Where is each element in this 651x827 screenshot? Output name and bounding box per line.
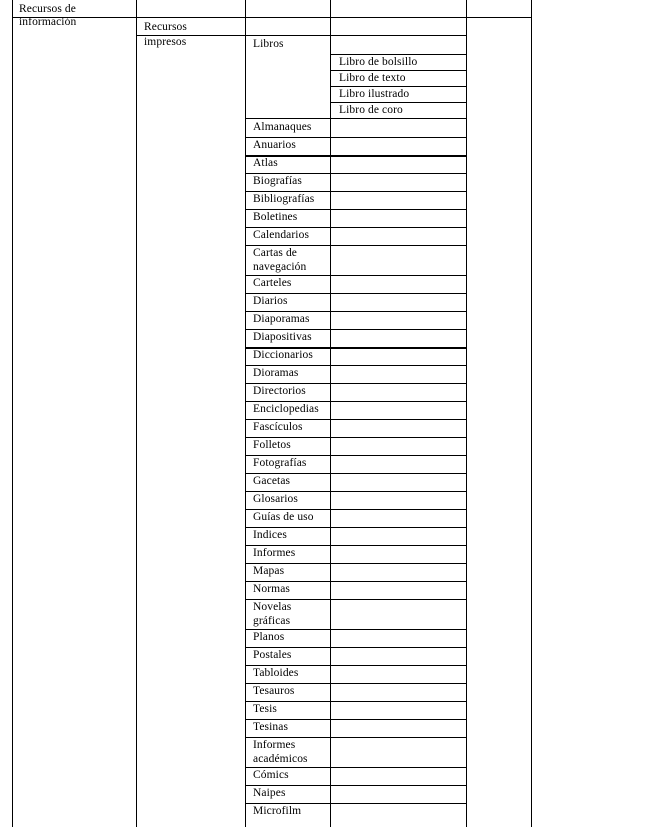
libros-subitem: Libro de texto — [339, 72, 406, 84]
col-border-left — [12, 0, 13, 827]
resource-item-label: Diarios — [253, 295, 288, 307]
libros-label: Libros — [253, 38, 284, 50]
resource-item-label: Diapositivas — [253, 331, 312, 343]
resource-item-label: Microfilm — [253, 805, 302, 817]
resource-item-label: Gacetas — [253, 475, 291, 487]
col2-label-line1: Recursos — [144, 21, 187, 33]
resource-item-label: Indices — [253, 529, 287, 541]
resource-item-label: Novelas — [253, 601, 292, 613]
col1-label-line2: información — [19, 16, 77, 28]
resource-item-label: Normas — [253, 583, 291, 595]
resource-row-border — [245, 155, 467, 157]
resource-item-label: Dioramas — [253, 367, 299, 379]
resource-item-label: Glosarios — [253, 493, 298, 505]
resource-item-label: Postales — [253, 649, 292, 661]
libros-subitem: Libro de bolsillo — [339, 56, 418, 68]
col2-label-line2: impresos — [144, 36, 187, 48]
resource-item-label: Enciclopedias — [253, 403, 319, 415]
resource-item-label: Carteles — [253, 277, 292, 289]
col1-label-line1: Recursos de — [19, 3, 76, 15]
col-border-1 — [136, 0, 137, 827]
resource-item-label: Biografías — [253, 175, 302, 187]
resource-item-label: Almanaques — [253, 121, 312, 133]
resource-item-label: Planos — [253, 631, 285, 643]
resource-item-label: Diccionarios — [253, 349, 313, 361]
resource-item-label: gráficas — [253, 615, 291, 627]
libros-subitem: Libro de coro — [339, 104, 403, 116]
resource-item-label: Calendarios — [253, 229, 310, 241]
resource-item-label: Tesauros — [253, 685, 295, 697]
libros-subitem: Libro ilustrado — [339, 88, 410, 100]
libros-bottom — [245, 118, 467, 119]
resource-item-label: Tesinas — [253, 721, 289, 733]
resource-item-label: Tabloides — [253, 667, 299, 679]
resource-item-label: Naipes — [253, 787, 286, 799]
col-border-4 — [466, 0, 467, 827]
col-border-3 — [330, 0, 331, 827]
resource-item-label: Tesis — [253, 703, 277, 715]
resource-item-label: Cómics — [253, 769, 289, 781]
resource-item-label: Atlas — [253, 157, 278, 169]
resource-item-label: Anuarios — [253, 139, 296, 151]
resource-row-border — [245, 701, 467, 702]
col-border-2 — [245, 0, 246, 827]
resource-item-label: Informes — [253, 547, 296, 559]
resource-item-label: Fotografías — [253, 457, 307, 469]
resource-item-label: navegación — [253, 261, 307, 273]
resource-item-label: Diaporamas — [253, 313, 310, 325]
resource-item-label: Directorios — [253, 385, 306, 397]
row-border-top — [12, 17, 532, 18]
resource-item-label: académicos — [253, 753, 308, 765]
resource-item-label: Bibliografías — [253, 193, 315, 205]
resource-item-label: Fascículos — [253, 421, 303, 433]
resource-item-label: Mapas — [253, 565, 285, 577]
resource-item-label: Cartas de — [253, 247, 298, 259]
resource-item-label: Informes — [253, 739, 296, 751]
resource-item-label: Boletines — [253, 211, 298, 223]
col-border-right — [531, 0, 532, 827]
resource-item-label: Guías de uso — [253, 511, 314, 523]
resource-item-label: Folletos — [253, 439, 291, 451]
